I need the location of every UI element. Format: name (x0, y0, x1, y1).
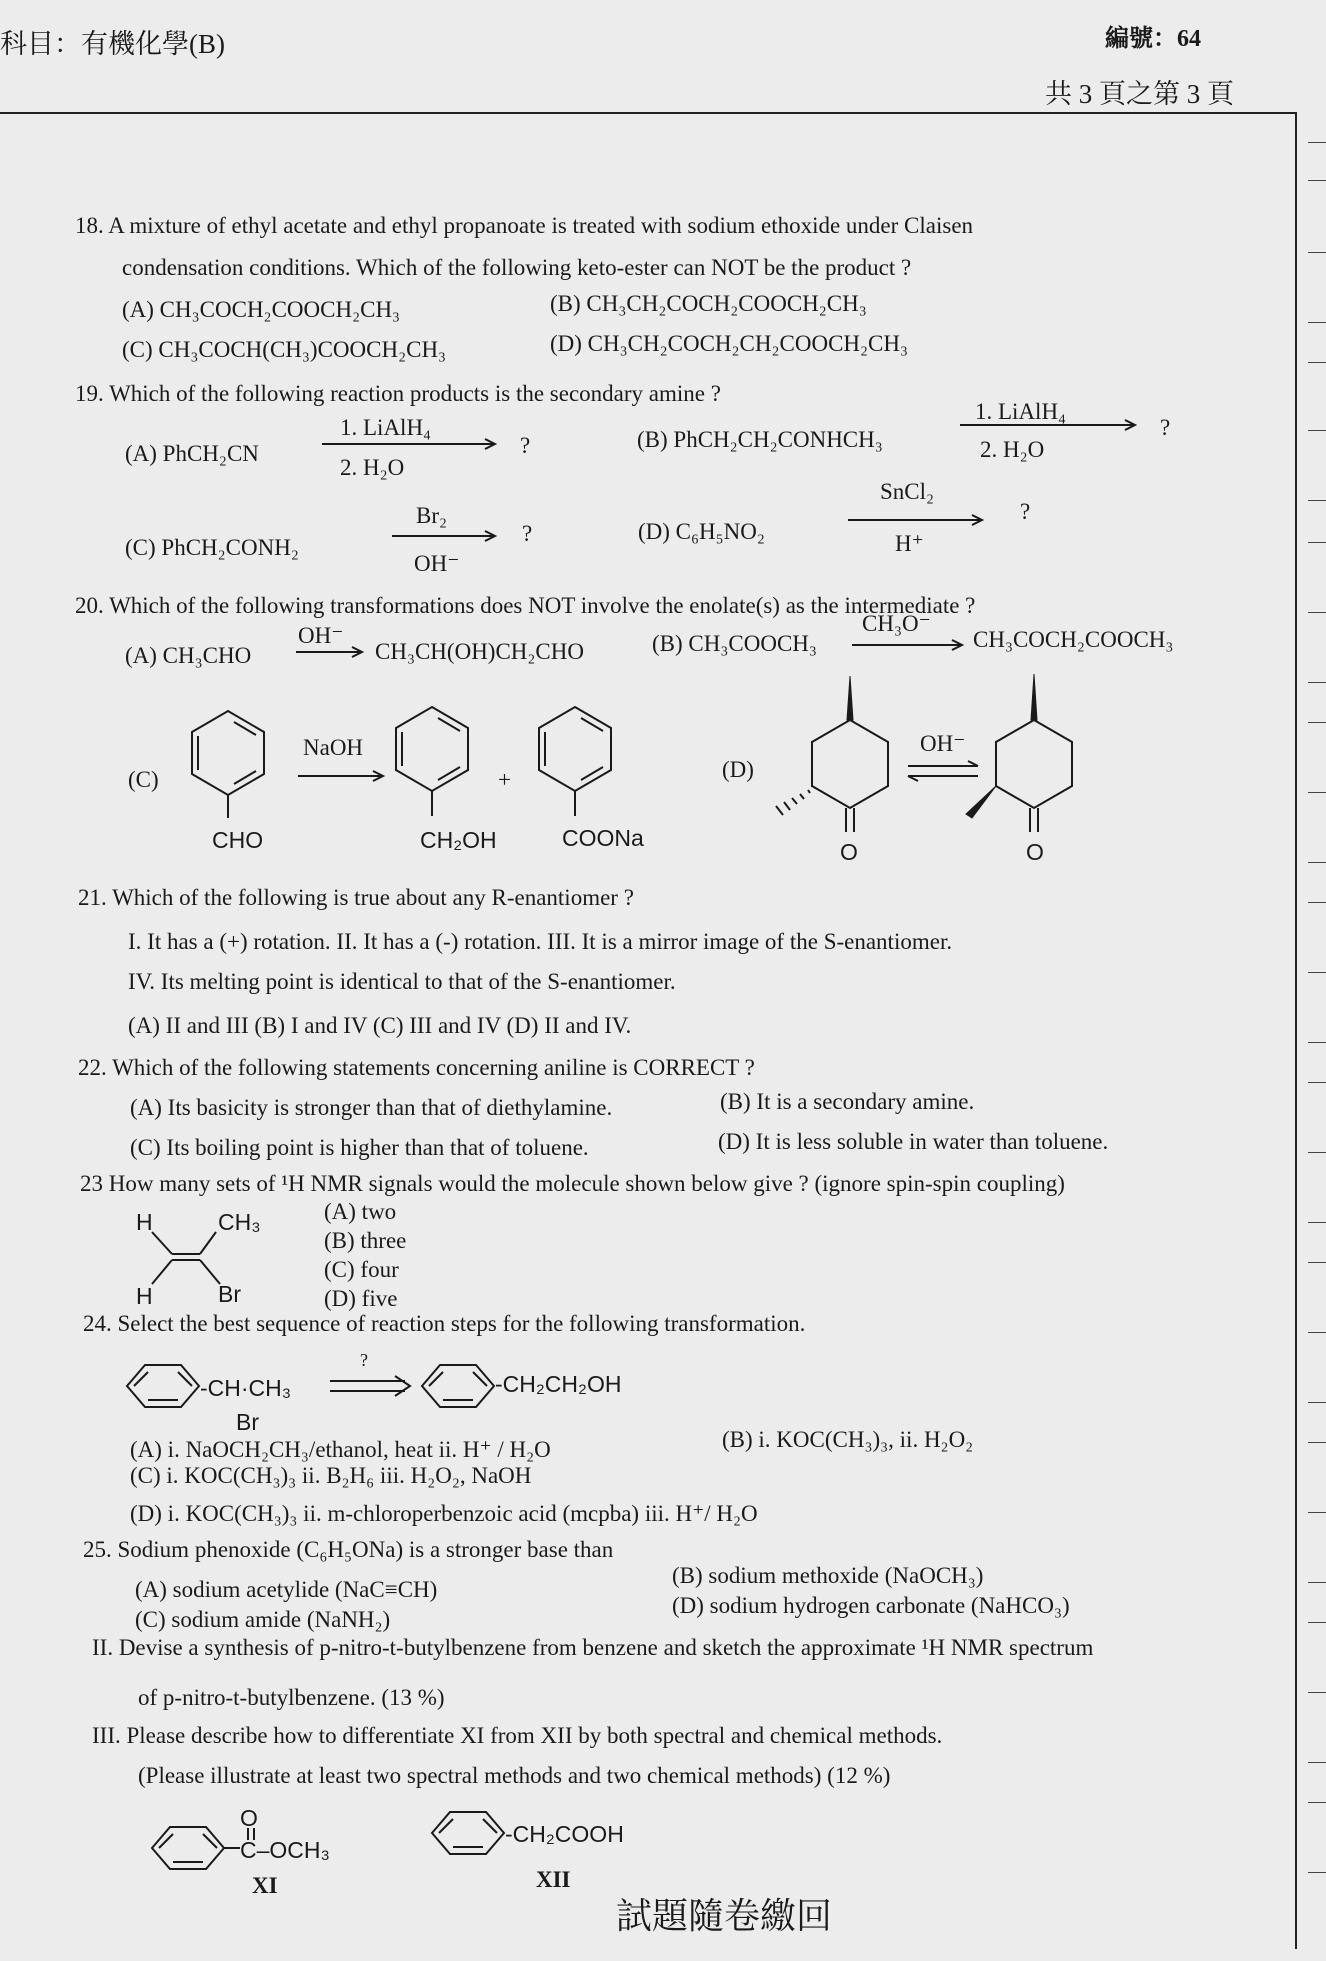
q24-reactant-br: Br (236, 1409, 259, 1435)
q20-c-sub-cho: CHO (212, 827, 264, 853)
q22-option-d: (D) It is less soluble in water than toluene. (718, 1129, 1109, 1154)
q18-option-c: (C) CH₃COCH(CH₃)COOCH₂CH₃ (122, 337, 447, 362)
xii-acid-group: -CH₂COOH (505, 1821, 624, 1847)
q24-stem: 24. Select the best sequence of reaction steps for the following transformation. (83, 1311, 806, 1336)
q20-stem: 20. Which of the following transformations does NOT involve the enolate(s) as the intermediate ? (75, 593, 976, 618)
q19-a-reagent-bottom: 2. H₂O (340, 455, 405, 480)
alkene-br: Br (218, 1281, 241, 1307)
q22-option-a: (A) Its basicity is stronger than that of diethylamine. (130, 1095, 613, 1120)
q20-c-sub-ch2oh: CH₂OH (420, 827, 497, 853)
q20-b-reagent: CH₃O⁻ (862, 611, 931, 636)
q18-stem-1: 18. A mixture of ethyl acetate and ethyl propanoate is treated with sodium ethoxide under Claisen (75, 213, 974, 238)
q25-option-d: (D) sodium hydrogen carbonate (NaHCO₃) (672, 1593, 1070, 1618)
alkene-h2-bond (152, 1260, 172, 1284)
xii-label: XII (536, 1867, 571, 1892)
alkene-h-top: H (136, 1209, 153, 1235)
q18-option-d: (D) CH₃CH₂COCH₂CH₂COOCH₂CH₃ (550, 331, 909, 356)
q19-d-reactant: (D) C₆H₅NO₂ (638, 519, 765, 544)
q19-b-reagent-top: 1. LiAlH₄ (975, 399, 1067, 424)
q24-question-mark: ? (360, 1350, 368, 1370)
q22-stem: 22. Which of the following statements concerning aniline is CORRECT ? (78, 1055, 755, 1080)
part2-line-2: of p-nitro-t-butylbenzene. (13 %) (138, 1685, 445, 1710)
q24-option-a: (A) i. NaOCH₂CH₃/ethanol, heat ii. H⁺ / H₂O (130, 1437, 551, 1462)
q19-stem: 19. Which of the following reaction products is the secondary amine ? (75, 381, 721, 406)
footer-note: 試題隨卷繳回 (616, 1896, 833, 1936)
q25-option-a: (A) sodium acetylide (NaC≡CH) (135, 1577, 438, 1602)
q25-option-c: (C) sodium amide (NaNH₂) (135, 1607, 391, 1632)
part3-line-1: III. Please describe how to differentiate XI from XII by both spectral and chemical methods. (92, 1723, 943, 1748)
cyclohexanone-right (996, 720, 1072, 808)
q19-d-reagent-bottom: H⁺ (895, 531, 924, 556)
alkene-h1-bond (152, 1232, 172, 1254)
part3-line-2: (Please illustrate at least two spectral methods and two chemical methods) (12 %) (138, 1763, 891, 1788)
q18-option-b: (B) CH₃CH₂COCH₂COOCH₂CH₃ (550, 291, 867, 316)
q22-option-c: (C) Its boiling point is higher than that of toluene. (130, 1135, 589, 1160)
q20-b-product: CH₃COCH₂COOCH₃ (973, 627, 1174, 652)
q19-b-reactant: (B) PhCH₂CH₂CONHCH₃ (637, 427, 883, 452)
cyclohexanone-left (812, 720, 888, 808)
q20-a-reagent: OH⁻ (298, 623, 344, 648)
q25-stem: 25. Sodium phenoxide (C₆H₅ONa) is a stronger base than (83, 1537, 614, 1562)
q19-b-reagent-bottom: 2. H₂O (980, 437, 1045, 462)
q24-product-chain: -CH₂CH₂OH (495, 1371, 622, 1397)
q23-option-c: (C) four (324, 1257, 399, 1282)
q21-statements-1: I. It has a (+) rotation. II. It has a (-) rotation. III. It is a mirror image of the S-enantiomer. (128, 929, 953, 954)
q19-d-reagent-top: SnCl₂ (880, 479, 935, 504)
q19-a-reagent-top: 1. LiAlH₄ (340, 415, 432, 440)
q19-c-reactant: (C) PhCH₂CONH₂ (125, 535, 299, 560)
alkene-ch3-bond (200, 1232, 216, 1254)
q18-option-a: (A) CH₃COCH₂COOCH₂CH₃ (122, 297, 401, 322)
q23-option-a: (A) two (324, 1199, 397, 1224)
q19-c-reagent-bottom: OH⁻ (414, 551, 460, 576)
part2-line-1: II. Devise a synthesis of p-nitro-t-butylbenzene from benzene and sketch the approximate ¹H NMR spectrum (92, 1635, 1094, 1660)
q21-options: (A) II and III (B) I and IV (C) III and IV (D) II and IV. (128, 1013, 632, 1038)
q20-d-oxygen-left: O (840, 839, 858, 865)
sodium-benzoate-ring (539, 707, 611, 791)
q19-c-reagent-top: Br₂ (416, 503, 448, 528)
q24-option-d: (D) i. KOC(CH₃)₃ ii. m-chloroperbenzoic acid (mcpba) iii. H⁺/ H₂O (130, 1501, 758, 1526)
q21-statements-2: IV. Its melting point is identical to that of the S-enantiomer. (128, 969, 676, 994)
xi-label: XI (252, 1873, 278, 1898)
q20-c-plus: + (498, 767, 511, 792)
q20-c-label: (C) (128, 767, 159, 792)
q20-c-reagent: NaOH (303, 735, 364, 760)
q24-option-b: (B) i. KOC(CH₃)₃, ii. H₂O₂ (722, 1427, 974, 1452)
q19-a-product: ? (520, 433, 531, 458)
benzaldehyde-ring (192, 711, 264, 795)
xi-carbonyl-o: O (240, 1805, 258, 1831)
q20-a-reactant: (A) CH₃CHO (125, 643, 252, 668)
alkene-h-bottom: H (136, 1283, 153, 1309)
q21-stem: 21. Which of the following is true about any R-enantiomer ? (78, 885, 634, 910)
q20-d-reagent: OH⁻ (920, 731, 966, 756)
q19-d-product: ? (1020, 499, 1031, 524)
q23-option-b: (B) three (324, 1228, 407, 1253)
page-info: 共 3 頁之第 3 頁 (1045, 79, 1234, 109)
q20-d-label: (D) (722, 757, 754, 782)
q18-stem-2: condensation conditions. Which of the following keto-ester can NOT be the product ? (122, 255, 912, 280)
q20-c-sub-coona: COONa (562, 825, 644, 851)
q20-a-product: CH₃CH(OH)CH₂CHO (375, 639, 584, 664)
alkene-br-bond (200, 1260, 220, 1284)
xi-ester-group: C–OCH₃ (240, 1837, 330, 1863)
q23-stem: 23 How many sets of ¹H NMR signals would the molecule shown below give ? (ignore spin-spin coupling) (80, 1171, 1065, 1196)
exam-code: 編號：64 (1105, 26, 1201, 52)
benzyl-alcohol-ring (396, 707, 468, 791)
q20-d-oxygen-right: O (1026, 839, 1044, 865)
subject-label: 科目：有機化學(B) (0, 29, 225, 59)
q24-reactant-chain: -CH·CH₃ (200, 1375, 292, 1401)
q19-a-reactant: (A) PhCH₂CN (125, 441, 259, 466)
q24-option-c: (C) i. KOC(CH₃)₃ ii. B₂H₆ iii. H₂O₂, NaOH (130, 1463, 532, 1488)
q22-option-b: (B) It is a secondary amine. (720, 1089, 975, 1114)
alkene-ch3: CH₃ (218, 1209, 261, 1235)
q23-option-d: (D) five (324, 1286, 398, 1311)
q20-b-reactant: (B) CH₃COOCH₃ (652, 631, 817, 656)
q19-b-product: ? (1160, 415, 1171, 440)
q19-c-product: ? (522, 521, 533, 546)
q25-option-b: (B) sodium methoxide (NaOCH₃) (672, 1563, 984, 1588)
